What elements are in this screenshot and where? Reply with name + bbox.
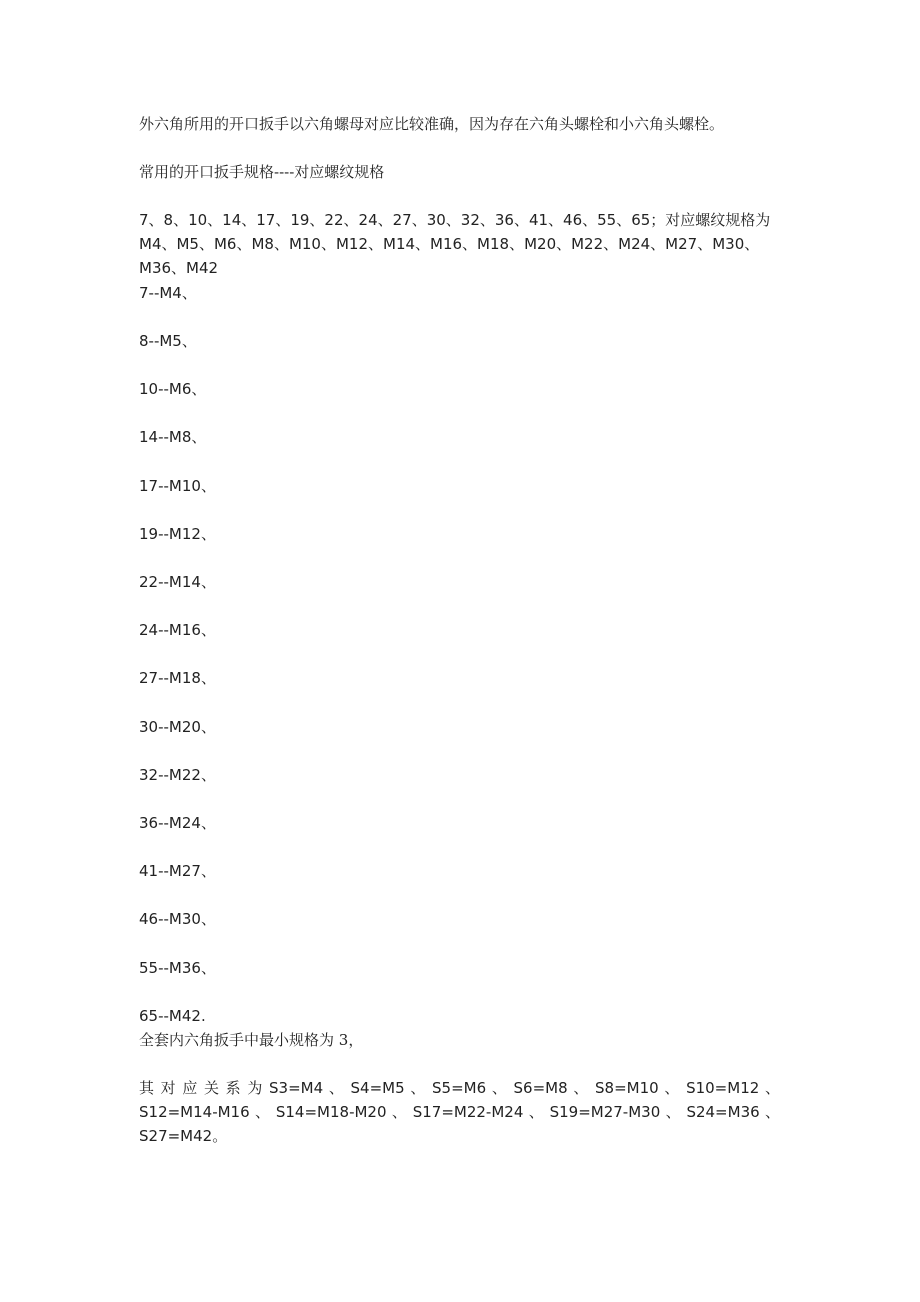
hex-set-note: 全套内六角扳手中最小规格为 3， <box>139 1031 364 1049</box>
pair-line: 32--M22、 <box>139 766 216 784</box>
intro-paragraph: 外六角所用的开口扳手以六角螺母对应比较准确，因为存在六角头螺栓和小六角头螺栓。 <box>139 115 725 133</box>
pair-line: 55--M36、 <box>139 959 216 977</box>
sizes-line-3: M36、M42 <box>139 259 219 277</box>
sizes-line-1: 7、8、10、14、17、19、22、24、27、30、32、36、41、46、55、65；对应螺纹规格为 <box>139 211 771 229</box>
relation-line-2: S12=M14-M16 、 S14=M18-M20 、 S17=M22-M24 、 S19=M27-M30 、 S24=M36 、 <box>139 1103 780 1121</box>
section-heading: 常用的开口扳手规格----对应螺纹规格 <box>139 163 385 181</box>
pair-line: 7--M4、 <box>139 284 197 302</box>
pair-line: 36--M24、 <box>139 814 216 832</box>
pair-line: 19--M12、 <box>139 525 216 543</box>
pair-line: 65--M42. <box>139 1007 206 1025</box>
pair-line: 10--M6、 <box>139 380 207 398</box>
pair-line: 14--M8、 <box>139 428 207 446</box>
pair-line: 24--M16、 <box>139 621 216 639</box>
pair-line: 30--M20、 <box>139 718 216 736</box>
pair-line: 27--M18、 <box>139 669 216 687</box>
pair-line: 17--M10、 <box>139 477 216 495</box>
pair-line: 46--M30、 <box>139 910 216 928</box>
pair-line: 41--M27、 <box>139 862 216 880</box>
sizes-line-2: M4、M5、M6、M8、M10、M12、M14、M16、M18、M20、M22、M24、M27、M30、 <box>139 235 760 253</box>
relation-line-1: 其 对 应 关 系 为 S3=M4 、 S4=M5 、 S5=M6 、 S6=M8 、 S8=M10 、 S10=M12 、 <box>139 1079 780 1097</box>
pair-line: 8--M5、 <box>139 332 197 350</box>
relation-line-3: S27=M42。 <box>139 1127 228 1145</box>
pair-line: 22--M14、 <box>139 573 216 591</box>
